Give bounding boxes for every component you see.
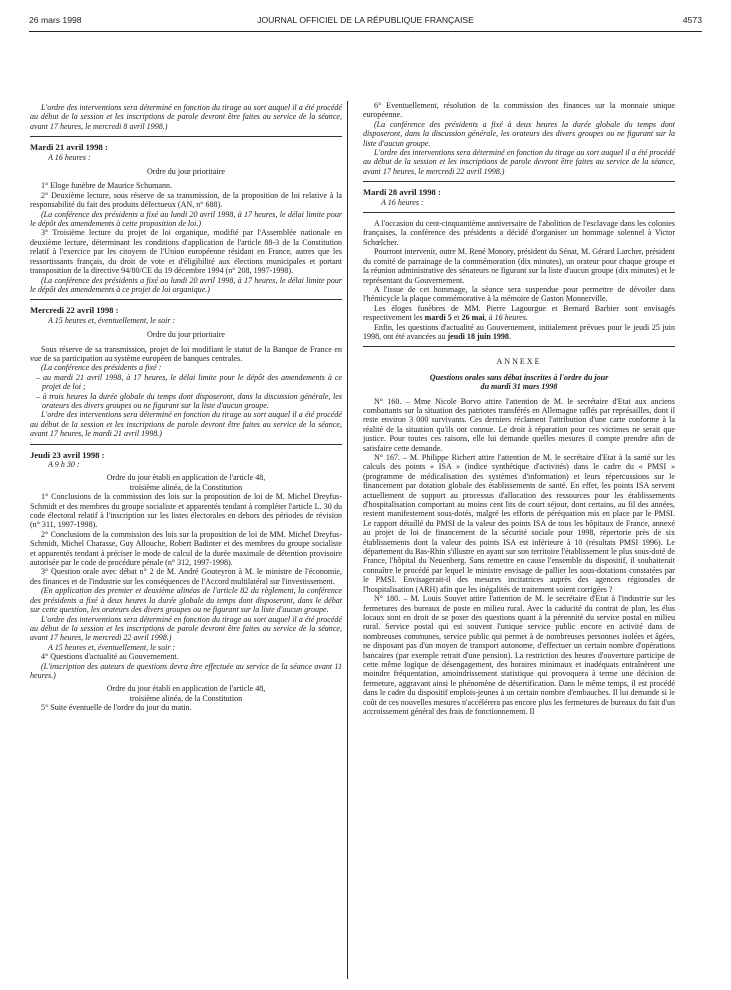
paragraph: L'ordre des interventions sera déterminé en fonction du tirage au sort auquel il a été procédé au début de la session et les inscriptions de parole devront être faites au service de la séance, avant 17 heures, le mercredi 8 avril 1998.)	[30, 103, 342, 131]
section-title: Ordre du jour établi en application de l'article 48,	[106, 684, 266, 694]
section-title: Ordre du jour prioritaire	[147, 330, 225, 340]
agenda-item: 3° Question orale avec débat n° 2 de M. André Gouteyron à M. le ministre de l'économie, des finances et de l'industrie sur les conséquences de l'Accord multilatéral sur l'investissement.	[30, 567, 342, 586]
agenda-item: 6° Eventuellement, résolution de la commission des finances sur la monnaie unique européenne.	[363, 101, 675, 120]
question: N° 167. – M. Philippe Richert attire l'attention de M. le secrétaire d'Etat à la santé sur les calculs des points « ISA » (indice synthétique d'activités) dans le cadre du « PMSI » (programme de médicalisation des systèmes d'information) et leurs répercussions sur le financement par dotation globale des établissements de santé. En effet, les points ISA servent actuellement de support au processus d'allocation des ressources pour les établissements d'hospitalisation comportant au moins cent lits de court séjour, dont certains, au fil des années, restent manifestement sous-dotés, malgré les efforts de péréquation mis en place par le PMSI. Le rapport détaillé du PMSI de la valeur des points ISA de tous les hôpitaux de France, annexé au projet de loi de financement de la sécurité sociale pour 1998, répertorie près de six établissements dont la valeur des points ISA est inférieure à 10 (résultats PMSI 1996). Le département du Bas-Rhin s'illustre en ayant sur son territoire l'établissement le plus sous-doté de France, l'hôpital du Neuenberg. Sans remettre en cause l'ensemble du dispositif, il souhaiterait connaître le procédé par lequel le ministre envisage de pallier les sous-dotations constatées par le PMSI. Envisagerait-il des mesures incitatrices auprès des agences régionales de l'hospitalisation (ARH) afin que les inégalités de traitement soient corrigées ?	[363, 453, 675, 594]
left-column	[30, 103, 342, 713]
section-title: Ordre du jour prioritaire	[147, 167, 225, 177]
date-heading: Mercredi 22 avril 1998 :	[30, 305, 119, 316]
section-title: troisième alinéa, de la Constitution	[129, 482, 243, 492]
agenda-item: 2° Deuxième lecture, sous réserve de sa transmission, de la proposition de loi relative à la responsabilité du fait des produits défectueux (AN, n° 688).	[30, 190, 342, 210]
bold-date: mardi 5	[424, 313, 452, 323]
page-number: 4573	[682, 15, 702, 25]
paragraph: Pourront intervenir, outre M. René Monory, président du Sénat, M. Gérard Larcher, président du comité de parrainage de la commémoration (dix minutes), un orateur pour chaque groupe et la réunion administrative des sénateurs ne figurant sur la liste d'aucun groupe (dix minutes) et le représentant du Gouvernement.	[363, 247, 675, 285]
time-line: A 15 heures et, éventuellement, le soir :	[48, 642, 176, 652]
note: L'ordre des interventions sera déterminé en fonction du tirage au sort auquel il a été procédé au début de la session et les inscriptions de parole devront être faites au service de la séance, avant 17 heures, le mercredi 22 avril 1998.)	[363, 148, 675, 176]
text-run: et	[451, 313, 462, 323]
header-date: 26 mars 1998	[29, 15, 82, 25]
note: (La conférence des présidents a fixé à deux heures la durée globale du temps dont disposeront, dans la discussion générale, les orateurs des divers groupes ou ne figurant sur la liste d'aucun groupe.	[363, 119, 675, 148]
agenda-item: 5° Suite éventuelle de l'ordre du jour du matin.	[41, 703, 192, 713]
note: L'ordre des interventions sera déterminé en fonction du tirage au sort auquel il a été procédé au début de la session et les inscriptions de parole devront être faites au service de la séance, avant 17 heures, le mercredi 22 avril 1998.)	[30, 614, 342, 643]
agenda-item: 2° Conclusions de la commission des lois sur la proposition de loi de MM. Michel Dreyfus-Schmidt, Michel Charasse, Guy Allouche, Robert Badinter et des membres du groupe socialiste et apparentés tendant à préciser le mode de calcul de la durée maximale de détention provisoire autorisée par le code de procédure pénale (n° 312, 1997-1998).	[30, 529, 342, 568]
column-divider	[347, 101, 348, 979]
note: (En application des premier et deuxième alinéas de l'article 82 du règlement, la conférence des présidents a fixé à deux heures la durée globale du temps dont disposeront, dans le débat sur cette question, les orateurs des divers groupes ou ne figurant sur la liste d'aucun groupe.	[30, 586, 342, 615]
text-run: .	[508, 331, 511, 341]
paragraph: A l'issue de cet hommage, la séance sera suspendue pour permettre de dévoiler dans l'hémicycle la plaque commémorative à la mémoire de Gaston Monnerville.	[363, 284, 675, 304]
paragraph	[363, 323, 675, 342]
questions-title	[363, 373, 675, 392]
header-rule	[29, 31, 702, 32]
text-run: , à 16 heures.	[484, 313, 528, 323]
section-title: Ordre du jour établi en application de l'article 48,	[106, 473, 266, 483]
section-divider	[30, 444, 342, 445]
time-line: A 15 heures et, éventuellement, le soir :	[48, 315, 176, 325]
time-line: A 16 heures :	[381, 197, 424, 207]
section-divider	[30, 299, 342, 300]
note-bullet: – au mardi 21 avril 1998, à 17 heures, le délai limite pour le dépôt des amendements à ce projet de loi ;	[36, 372, 342, 392]
section-title: troisième alinéa, de la Constitution	[129, 693, 243, 703]
date-heading: Jeudi 23 avril 1998 :	[30, 449, 105, 460]
note: (La conférence des présidents a fixé :	[41, 363, 162, 373]
date-heading: Mardi 28 avril 1998 :	[363, 187, 441, 198]
time-line: A 9 h 30 :	[48, 460, 80, 469]
section-divider	[30, 136, 342, 137]
journal-title: JOURNAL OFFICIEL DE LA RÉPUBLIQUE FRANÇAISE	[257, 15, 474, 25]
agenda-item: Sous réserve de sa transmission, projet de loi modifiant le statut de la Banque de France en vue de sa participation au système européen de banques centrales.	[30, 344, 342, 363]
note: (La conférence des présidents a fixé au lundi 20 avril 1998, à 17 heures, le délai limite pour le dépôt des amendements à cette proposition de loi.)	[30, 209, 342, 229]
date-heading: Mardi 21 avril 1998 :	[30, 142, 108, 153]
note: L'ordre des interventions sera déterminé en fonction du tirage au sort auquel il a été procédé au début de la session et les inscriptions de parole devront être faites au service de la séance, avant 17 heures, le mardi 21 avril 1998.)	[30, 410, 342, 439]
bold-date: jeudi 18 juin 1998	[447, 331, 509, 341]
annex-title: ANNEXE	[496, 357, 542, 367]
questions-title-line: Questions orales sans débat inscrites à l'ordre du jour	[429, 372, 609, 382]
paragraph	[363, 304, 675, 323]
paragraph: A l'occasion du cent-cinquantième anniversaire de l'abolition de l'esclavage dans les colonies françaises, la conférence des présidents a décidé d'organiser un hommage solennel à Victor Schœlcher.	[363, 219, 675, 247]
section-divider	[363, 181, 675, 182]
questions-title-line: du mardi 31 mars 1998	[480, 382, 558, 392]
question: N° 180. – M. Louis Souvet attire l'attention de M. le secrétaire d'Etat à l'industrie sur les fermetures des bureaux de poste en milieu rural. Avec la caducité du contrat de plan, les élus locaux sont en droit de se poser des questions quant à la pérennité du service postal en milieu rural. Service postal qui est souvent l'unique service public encore en activité dans de nombreuses communes, service public qui permet à de nombreuses personnes isolées et âgées, ne disposant pas d'un moyen de transport autonome, d'effectuer un certain nombre d'opérations bancaires (par exemple retrait d'une pension). La restriction des heures d'ouverture participe de cette même logique de désengagement, des horaires minimaux et inadéquats entraînèrent une moindre fréquentation, amoindrissement statistique qui provoquera à terme une décision de fermeture, aggravant ainsi le phénomène de désertification. Dans le même temps, il est procédé dans le cadre du dispositif emplois-jeunes à un certain nombre d'embauches. Il lui demande si le coût de ces nouvelles mesures n'accélérera pas encore plus les fermetures de bureaux du fait d'un accroissement général des frais de fonctionnement. Il	[363, 594, 675, 716]
agenda-item: 1° Conclusions de la commission des lois sur la proposition de loi de M. Michel Dreyfus-Schmidt et des membres du groupe socialiste et apparentés tendant à compléter l'article L. 30 du code électoral relatif à l'inscription sur les listes électorales en dehors des périodes de révision (n° 311, 1997-1998).	[30, 492, 342, 530]
section-divider	[363, 212, 675, 213]
time-line: A 16 heures :	[48, 152, 91, 162]
note-bullet: – à trois heures la durée globale du temps dont disposeront, dans la discussion générale, les orateurs des divers groupes ou ne figurant sur la liste d'aucun groupe.	[36, 391, 342, 410]
agenda-item: 1° Eloge funèbre de Maurice Schumann.	[41, 181, 173, 191]
page-header	[29, 14, 702, 30]
agenda-item: 3° Troisième lecture du projet de loi organique, modifié par l'Assemblée nationale en deuxième lecture, déterminant les conditions d'application de l'article 88-3 de la Constitution relatif à l'exercice par les citoyens de l'Union européenne résidant en France, autres que les ressortissants français, du droit de vote et d'éligibilité aux élections municipales et portant transposition de la directive 94/80/CE du 19 décembre 1994 (n° 208, 1997-1998).	[30, 228, 342, 276]
bold-date: 26 mai	[461, 313, 485, 323]
text-run: Enfin, les questions d'actualité au Gouvernement, initialement prévues pour le jeudi 25 juin 1998, ont été avancées au	[363, 322, 675, 341]
agenda-item: 4° Questions d'actualité au Gouvernement.	[41, 652, 179, 662]
section-divider	[363, 346, 675, 347]
text-run: Les éloges funèbres de MM. Pierre Lagourgue et Bernard Barbier sont envisagés respectivement les	[363, 303, 675, 323]
right-column	[363, 101, 675, 716]
note: (La conférence des présidents a fixé au lundi 20 avril 1998, à 17 heures, le délai limite pour le dépôt des amendements à ce projet de loi organique.)	[30, 275, 342, 294]
question: N° 160. – Mme Nicole Borvo attire l'attention de M. le secrétaire d'Etat aux anciens combattants sur la situation des patriotes transférés en Allemagne raflés par représailles, dont il reste environ 3 000 survivants. Ces derniers réclament l'attribution d'une carte conforme à la réalité de la situation qu'ils ont connue. Le droit à réparation pour ces victimes ne serait que justice. Pour toutes ces raisons, elle lui demande quelles mesures il compte prendre afin de satisfaire cette demande.	[363, 396, 675, 453]
note: (L'inscription des auteurs de questions devra être effectuée au service de la séance avant 11 heures.)	[30, 661, 342, 680]
